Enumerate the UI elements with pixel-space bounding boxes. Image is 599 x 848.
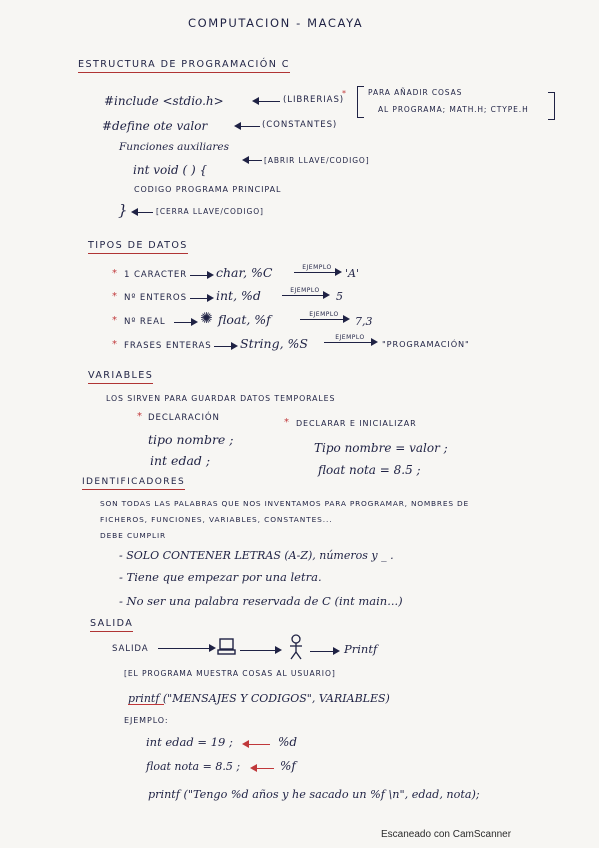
note-bracket-left xyxy=(357,86,364,118)
ex-line-2: float nota = 8.5 ; xyxy=(146,760,241,773)
declaracion-label: DECLARACIÓN xyxy=(148,413,220,423)
define-line: #define ote valor xyxy=(102,119,208,133)
arrow-right-icon xyxy=(190,275,212,276)
tipo-type: String, %S xyxy=(240,336,308,351)
codigo-principal: CODIGO PROGRAMA PRINCIPAL xyxy=(134,185,282,194)
tipo-type: int, %d xyxy=(216,288,261,303)
page-title: COMPUTACION - MACAYA xyxy=(188,16,364,30)
arrow-left-icon xyxy=(254,101,280,102)
ident-desc-1: SON TODAS LAS PALABRAS QUE NOS INVENTAMOS PARA PROGRAMAR, NOMBRES DE xyxy=(100,499,469,508)
init-line-2: float nota = 8.5 ; xyxy=(318,463,421,477)
scanner-watermark: Escaneado con CamScanner xyxy=(381,829,512,840)
flow-start: SALIDA xyxy=(112,644,149,654)
scribble-icon: ✺ xyxy=(200,309,213,327)
printf-underline xyxy=(128,704,164,705)
ex-line-1: int edad = 19 ; xyxy=(146,735,233,749)
ejemplo-arrow: EJEMPLO xyxy=(294,264,340,273)
tipo-type: float, %f xyxy=(218,312,271,327)
constantes-label: (CONSTANTES) xyxy=(262,120,338,130)
computer-icon xyxy=(218,638,236,656)
decl-line-1: tipo nombre ; xyxy=(148,432,234,447)
close-brace: } xyxy=(118,201,128,219)
abrir-label: [ABRIR LLAVE/CODIGO] xyxy=(264,156,370,165)
section-heading-estructura: ESTRUCTURA DE PROGRAMACIÓN C xyxy=(78,60,290,73)
arrow-right-icon xyxy=(190,298,212,299)
librerias-label: (LIBRERIAS) xyxy=(283,95,345,105)
arrow-left-icon xyxy=(244,160,262,161)
printf-example: printf ("Tengo %d años y he sacado un %f \n", edad, nota); xyxy=(148,788,480,801)
star-bullet-icon: * xyxy=(137,411,142,422)
ident-rule-1: - SOLO CONTENER LETRAS (A-Z), números y _ . xyxy=(119,549,394,562)
star-bullet-icon: * xyxy=(112,315,117,326)
arrow-right-icon xyxy=(174,322,196,323)
tipo-label: Nº ENTEROS xyxy=(124,293,187,303)
variables-desc: LOS SIRVEN PARA GUARDAR DATOS TEMPORALES xyxy=(106,394,336,403)
funciones-auxiliares: Funciones auxiliares xyxy=(119,141,229,153)
tipo-type: char, %C xyxy=(216,265,273,280)
tipo-value: 'A' xyxy=(345,267,359,280)
ident-desc-2: FICHEROS, FUNCIONES, VARIABLES, CONSTANTES... xyxy=(100,515,333,524)
ex-fmt-2: %f xyxy=(280,759,296,773)
cerrar-label: [CERRA LLAVE/CODIGO] xyxy=(156,207,264,216)
decl-line-2: int edad ; xyxy=(150,453,211,468)
tipo-label: Nº REAL xyxy=(124,317,166,327)
int-void-line: int void ( ) { xyxy=(133,163,208,177)
arrow-left-icon xyxy=(133,212,153,213)
arrow-left-icon xyxy=(252,768,274,769)
salida-note: [EL PROGRAMA MUESTRA COSAS AL USUARIO] xyxy=(124,669,336,678)
section-heading-tipos: TIPOS DE DATOS xyxy=(88,241,188,254)
note-line-1: PARA AÑADIR COSAS xyxy=(368,88,463,97)
ident-rule-2: - Tiene que empezar por una letra. xyxy=(119,570,322,584)
arrow-left-icon xyxy=(244,744,270,745)
ejemplo-label: EJEMPLO: xyxy=(124,716,169,725)
star-bullet-icon: * xyxy=(284,417,289,428)
ex-fmt-1: %d xyxy=(278,735,298,749)
section-heading-variables: VARIABLES xyxy=(88,371,153,384)
star-bullet-icon: * xyxy=(112,339,117,350)
tipo-label: 1 CARACTER xyxy=(124,270,188,280)
arrow-left-icon xyxy=(236,126,260,127)
arrow-right-icon xyxy=(310,651,338,652)
tipo-label: FRASES ENTERAS xyxy=(124,341,212,351)
declarar-label: DECLARAR E INICIALIZAR xyxy=(296,419,417,428)
tipo-value: "PROGRAMACIÓN" xyxy=(382,339,470,349)
ejemplo-arrow: EJEMPLO xyxy=(300,311,348,320)
star-bullet-icon: * xyxy=(112,268,117,279)
include-line: #include <stdio.h> xyxy=(104,94,224,108)
init-line-1: Tipo nombre = valor ; xyxy=(314,441,448,455)
section-heading-salida: SALIDA xyxy=(90,619,133,632)
section-heading-identificadores: IDENTIFICADORES xyxy=(82,478,185,490)
ident-rule-3: - No ser una palabra reservada de C (int main...) xyxy=(119,594,403,608)
ident-desc-3: DEBE CUMPLIR xyxy=(100,531,167,540)
star-bullet-icon: * xyxy=(112,291,117,302)
arrow-right-icon xyxy=(158,648,214,649)
arrow-right-icon xyxy=(214,346,236,347)
ejemplo-arrow: EJEMPLO xyxy=(324,334,376,343)
flow-end: Printf xyxy=(344,642,378,656)
arrow-right-icon xyxy=(240,650,280,651)
asterisk-icon: * xyxy=(342,89,346,98)
person-icon xyxy=(288,634,304,660)
note-bracket-right xyxy=(548,92,555,120)
printf-line: printf ("MENSAJES Y CODIGOS", VARIABLES) xyxy=(128,692,390,705)
tipo-value: 7,3 xyxy=(355,315,373,328)
tipo-value: 5 xyxy=(336,290,343,303)
ejemplo-arrow: EJEMPLO xyxy=(282,287,328,296)
note-line-2: AL PROGRAMA; MATH.H; CTYPE.H xyxy=(378,105,529,114)
